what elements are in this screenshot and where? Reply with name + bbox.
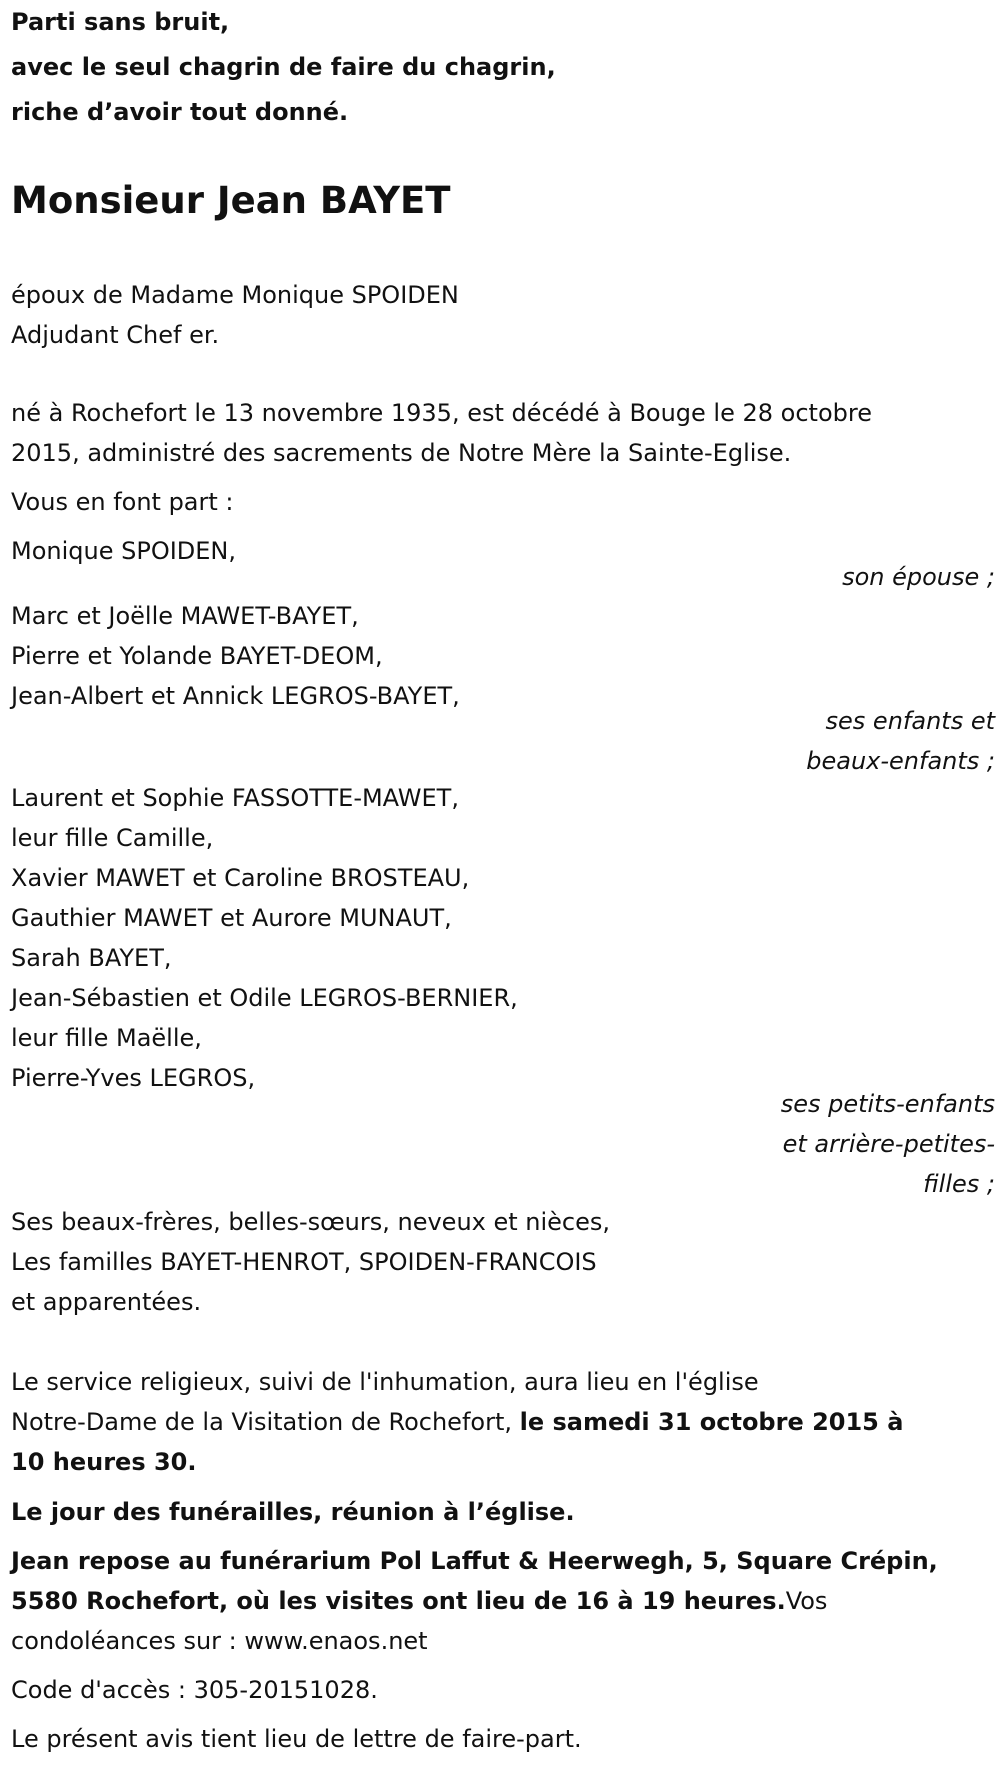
family-grandchild-3: Xavier MAWET et Caroline BROSTEAU, <box>11 864 470 892</box>
family-children-relation-2: beaux-enfants ; <box>806 747 995 775</box>
epigraph-line-2: avec le seul chagrin de faire du chagrin, <box>11 53 556 81</box>
funerarium-line-1: Jean repose au funérarium Pol Laffut & Heerwegh, 5, Square Crépin, <box>11 1547 938 1575</box>
service-line-1: Le service religieux, suivi de l'inhumation, aura lieu en l'église <box>11 1368 759 1396</box>
service-time: 10 heures 30. <box>11 1448 197 1476</box>
reunion-notice: Le jour des funérailles, réunion à l’église. <box>11 1498 575 1526</box>
family-others-3: et apparentées. <box>11 1288 202 1316</box>
access-code: Code d'accès : 305-20151028. <box>11 1676 378 1704</box>
deceased-name: Monsieur Jean BAYET <box>11 179 451 222</box>
family-grandchild-8: Pierre-Yves LEGROS, <box>11 1064 256 1092</box>
family-grandchildren-relation-1: ses petits-enfants <box>780 1090 995 1118</box>
service-date: le samedi 31 octobre 2015 à <box>519 1408 904 1436</box>
family-grandchild-2: leur fille Camille, <box>11 824 214 852</box>
family-spouse-name: Monique SPOIDEN, <box>11 537 237 565</box>
family-grandchildren-relation-3: filles ; <box>923 1170 995 1198</box>
service-place: Notre-Dame de la Visitation de Rochefort, <box>11 1408 520 1436</box>
epigraph-line-1: Parti sans bruit, <box>11 8 230 36</box>
rank-line: Adjudant Chef er. <box>11 321 220 349</box>
announcement: Vous en font part : <box>11 488 234 516</box>
family-child-1: Marc et Joëlle MAWET-BAYET, <box>11 602 359 630</box>
family-child-3: Jean-Albert et Annick LEGROS-BAYET, <box>11 682 460 710</box>
family-others-1: Ses beaux-frères, belles-sœurs, neveux et nièces, <box>11 1208 611 1236</box>
family-grandchild-4: Gauthier MAWET et Aurore MUNAUT, <box>11 904 452 932</box>
birth-death-line-2: 2015, administré des sacrements de Notre Mère la Sainte-Eglise. <box>11 439 792 467</box>
condolences-line: condoléances sur : www.enaos.net <box>11 1627 428 1655</box>
service-line-2 <box>11 1402 903 1442</box>
funerarium-line-2 <box>11 1581 827 1621</box>
family-grandchild-7: leur fille Maëlle, <box>11 1024 202 1052</box>
family-spouse-relation: son épouse ; <box>842 563 995 591</box>
funerarium-visits: 5580 Rochefort, où les visites ont lieu de 16 à 19 heures. <box>11 1587 786 1615</box>
family-child-2: Pierre et Yolande BAYET-DEOM, <box>11 642 383 670</box>
family-grandchild-5: Sarah BAYET, <box>11 944 172 972</box>
family-grandchild-6: Jean-Sébastien et Odile LEGROS-BERNIER, <box>11 984 518 1012</box>
spouse-line: époux de Madame Monique SPOIDEN <box>11 281 459 309</box>
family-others-2: Les familles BAYET-HENROT, SPOIDEN-FRANCOIS <box>11 1248 597 1276</box>
condolences-prefix: Vos <box>785 1587 828 1615</box>
notice-line: Le présent avis tient lieu de lettre de faire-part. <box>11 1725 582 1753</box>
family-grandchild-1: Laurent et Sophie FASSOTTE-MAWET, <box>11 784 459 812</box>
family-children-relation-1: ses enfants et <box>825 707 995 735</box>
family-grandchildren-relation-2: et arrière-petites- <box>782 1130 995 1158</box>
birth-death-line-1: né à Rochefort le 13 novembre 1935, est décédé à Bouge le 28 octobre <box>11 399 872 427</box>
epigraph-line-3: riche d’avoir tout donné. <box>11 98 349 126</box>
